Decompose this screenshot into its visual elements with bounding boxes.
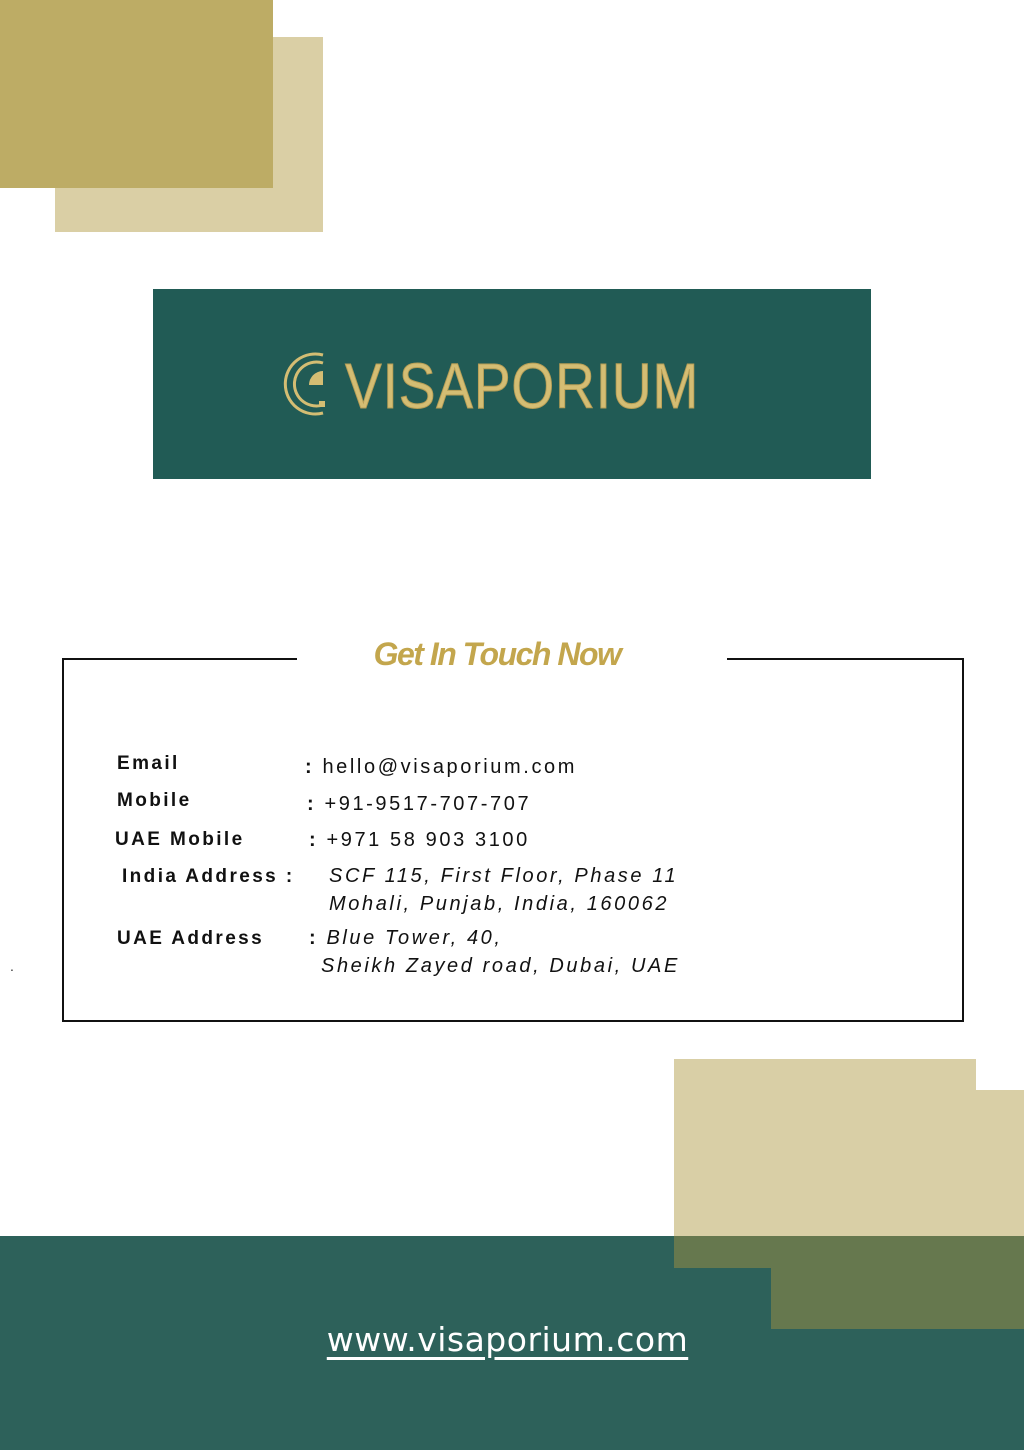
brand-wordmark: VISAPORIUM	[345, 350, 700, 422]
email-link[interactable]: hello@visaporium.com	[322, 756, 578, 778]
india-address-line-1: SCF 115, First Floor, Phase 11	[329, 865, 679, 887]
mobile-number-link[interactable]: +91-9517-707-707	[324, 793, 532, 815]
brand-logo	[283, 345, 743, 425]
decorative-square-light	[771, 1090, 1024, 1240]
india-address-label	[122, 866, 295, 888]
decorative-square-olive	[771, 1236, 1024, 1329]
india-address-line-2: Mohali, Punjab, India, 160062	[329, 893, 670, 915]
uae-address-line-2: Sheikh Zayed road, Dubai, UAE	[321, 955, 680, 977]
uae-mobile-number-link[interactable]: +971 58 903 3100	[326, 829, 530, 851]
india-address-label-text: India Address	[122, 866, 279, 887]
mobile-label: Mobile	[117, 790, 192, 811]
separator: :	[309, 829, 319, 851]
mobile-value-row	[307, 793, 531, 816]
website-link[interactable]: www.visaporium.com	[326, 1320, 689, 1359]
email-label: Email	[117, 753, 180, 774]
contact-heading: Get In Touch Now	[373, 636, 621, 672]
separator: :	[309, 927, 319, 949]
separator: :	[285, 866, 295, 887]
decorative-square-gold	[0, 0, 273, 188]
uae-address-line-1-row	[309, 927, 503, 950]
stray-dot: .	[10, 958, 14, 974]
uae-mobile-value-row	[309, 829, 530, 852]
email-value-row	[305, 756, 577, 779]
uae-address-line-1: Blue Tower, 40,	[326, 927, 503, 949]
separator: :	[307, 793, 317, 815]
separator: :	[305, 756, 315, 778]
uae-address-label: UAE Address	[117, 928, 265, 949]
uae-mobile-label: UAE Mobile	[115, 829, 245, 850]
visaporium-emblem-icon	[283, 349, 331, 419]
